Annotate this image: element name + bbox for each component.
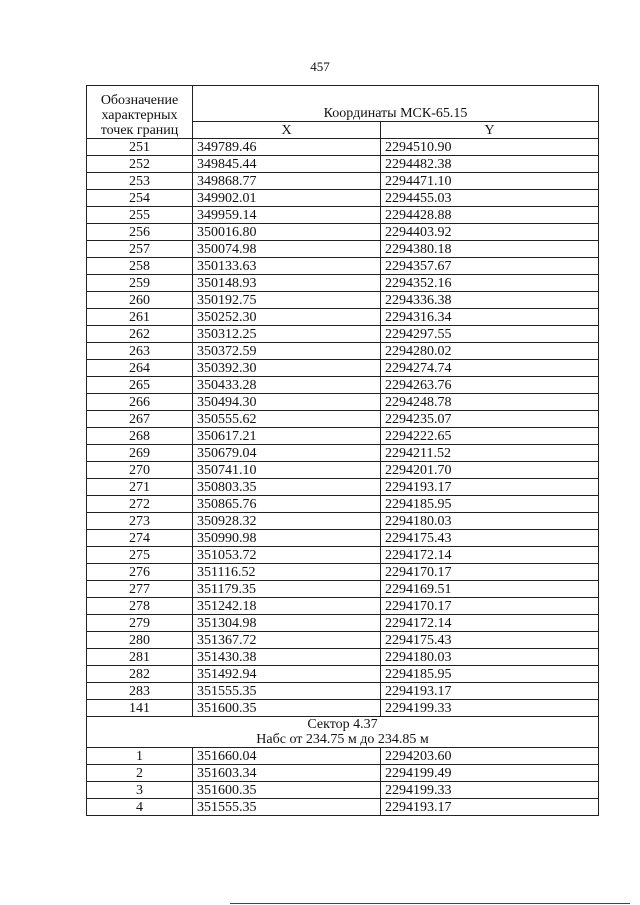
point-number: 262 (87, 326, 193, 343)
y-value: 2294199.33 (381, 700, 599, 717)
point-number: 266 (87, 394, 193, 411)
table-row (87, 479, 599, 496)
x-value: 350679.04 (193, 445, 381, 462)
table-row (87, 462, 599, 479)
sector-row (87, 748, 599, 765)
point-number: 257 (87, 241, 193, 258)
y-value: 2294175.43 (381, 632, 599, 649)
x-value: 351492.94 (193, 666, 381, 683)
x-value: 350016.80 (193, 224, 381, 241)
point-number: 254 (87, 190, 193, 207)
y-value: 2294180.03 (381, 513, 599, 530)
table-row (87, 564, 599, 581)
y-value: 2294169.51 (381, 581, 599, 598)
table-row (87, 581, 599, 598)
x-value: 350074.98 (193, 241, 381, 258)
point-number: 251 (87, 139, 193, 156)
y-value: 2294280.02 (381, 343, 599, 360)
x-value: 350372.59 (193, 343, 381, 360)
y-value: 2294199.33 (381, 782, 599, 799)
point-number: 258 (87, 258, 193, 275)
table-row (87, 496, 599, 513)
table-row (87, 343, 599, 360)
x-value: 350494.30 (193, 394, 381, 411)
y-value: 2294185.95 (381, 666, 599, 683)
x-value: 349868.77 (193, 173, 381, 190)
point-number: 260 (87, 292, 193, 309)
point-number: 4 (87, 799, 193, 816)
table-row (87, 360, 599, 377)
y-value: 2294193.17 (381, 683, 599, 700)
point-number: 279 (87, 615, 193, 632)
point-number: 263 (87, 343, 193, 360)
table-row (87, 649, 599, 666)
x-value: 351555.35 (193, 683, 381, 700)
table-row (87, 190, 599, 207)
x-value: 350148.93 (193, 275, 381, 292)
y-value: 2294336.38 (381, 292, 599, 309)
point-number: 270 (87, 462, 193, 479)
table-header-row (87, 86, 599, 122)
x-value: 350990.98 (193, 530, 381, 547)
y-value: 2294201.70 (381, 462, 599, 479)
y-value: 2294482.38 (381, 156, 599, 173)
point-number: 261 (87, 309, 193, 326)
table-row (87, 547, 599, 564)
table-row (87, 666, 599, 683)
table-row (87, 445, 599, 462)
y-value: 2294455.03 (381, 190, 599, 207)
x-value: 350928.32 (193, 513, 381, 530)
sector-subtitle: Набс от 234.75 м до 234.85 м (256, 732, 429, 747)
point-number: 271 (87, 479, 193, 496)
y-value: 2294211.52 (381, 445, 599, 462)
x-value: 350803.35 (193, 479, 381, 496)
x-value: 350192.75 (193, 292, 381, 309)
y-value: 2294510.90 (381, 139, 599, 156)
point-number: 276 (87, 564, 193, 581)
y-header: Y (381, 122, 599, 139)
point-number: 275 (87, 547, 193, 564)
x-value: 350555.62 (193, 411, 381, 428)
point-number: 256 (87, 224, 193, 241)
table-row (87, 394, 599, 411)
x-value: 351660.04 (193, 748, 381, 765)
point-number: 283 (87, 683, 193, 700)
y-value: 2294380.18 (381, 241, 599, 258)
y-value: 2294175.43 (381, 530, 599, 547)
x-value: 350133.63 (193, 258, 381, 275)
table-row (87, 700, 599, 717)
y-value: 2294180.03 (381, 649, 599, 666)
y-value: 2294203.60 (381, 748, 599, 765)
x-value: 349902.01 (193, 190, 381, 207)
y-value: 2294263.76 (381, 377, 599, 394)
x-value: 351600.35 (193, 700, 381, 717)
point-number: 272 (87, 496, 193, 513)
table-row (87, 275, 599, 292)
y-value: 2294172.14 (381, 547, 599, 564)
sector-row (87, 782, 599, 799)
x-value: 349845.44 (193, 156, 381, 173)
point-number: 253 (87, 173, 193, 190)
table-row (87, 632, 599, 649)
table-row (87, 241, 599, 258)
x-value: 351116.52 (193, 564, 381, 581)
y-value: 2294316.34 (381, 309, 599, 326)
point-number: 259 (87, 275, 193, 292)
point-number: 280 (87, 632, 193, 649)
coords-title-header: Координаты МСК-65.15 (193, 86, 599, 122)
table-row (87, 615, 599, 632)
y-value: 2294193.17 (381, 479, 599, 496)
table-row (87, 326, 599, 343)
x-value: 350312.25 (193, 326, 381, 343)
coordinates-table (86, 85, 599, 816)
y-value: 2294248.78 (381, 394, 599, 411)
page-number: 457 (310, 59, 330, 74)
table-row (87, 377, 599, 394)
y-value: 2294222.65 (381, 428, 599, 445)
sector-title: Сектор 4.37 (307, 717, 378, 732)
y-value: 2294357.67 (381, 258, 599, 275)
y-value: 2294471.10 (381, 173, 599, 190)
y-value: 2294193.17 (381, 799, 599, 816)
table-row (87, 207, 599, 224)
x-value: 351603.34 (193, 765, 381, 782)
table-row (87, 513, 599, 530)
table-row (87, 428, 599, 445)
y-value: 2294170.17 (381, 598, 599, 615)
sector-row (87, 765, 599, 782)
x-value: 349959.14 (193, 207, 381, 224)
point-label-header: Обозначение характерных точек границ (87, 86, 193, 139)
y-value: 2294185.95 (381, 496, 599, 513)
point-number: 141 (87, 700, 193, 717)
point-number: 273 (87, 513, 193, 530)
point-number: 269 (87, 445, 193, 462)
sector-header-row (87, 717, 599, 748)
x-value: 351179.35 (193, 581, 381, 598)
point-number: 3 (87, 782, 193, 799)
table-row (87, 530, 599, 547)
y-value: 2294199.49 (381, 765, 599, 782)
y-value: 2294274.74 (381, 360, 599, 377)
table-row (87, 156, 599, 173)
table-row (87, 411, 599, 428)
point-number: 267 (87, 411, 193, 428)
x-header: X (193, 122, 381, 139)
point-number: 282 (87, 666, 193, 683)
y-value: 2294297.55 (381, 326, 599, 343)
x-value: 351053.72 (193, 547, 381, 564)
table-row (87, 258, 599, 275)
bottom-rule (230, 903, 630, 904)
x-value: 351367.72 (193, 632, 381, 649)
x-value: 349789.46 (193, 139, 381, 156)
x-value: 351242.18 (193, 598, 381, 615)
x-value: 350392.30 (193, 360, 381, 377)
sector-row (87, 799, 599, 816)
y-value: 2294235.07 (381, 411, 599, 428)
x-value: 351304.98 (193, 615, 381, 632)
point-number: 281 (87, 649, 193, 666)
x-value: 350617.21 (193, 428, 381, 445)
table-row (87, 683, 599, 700)
x-value: 350252.30 (193, 309, 381, 326)
y-value: 2294403.92 (381, 224, 599, 241)
x-value: 350741.10 (193, 462, 381, 479)
table-row (87, 173, 599, 190)
y-value: 2294352.16 (381, 275, 599, 292)
point-number: 274 (87, 530, 193, 547)
y-value: 2294428.88 (381, 207, 599, 224)
point-number: 1 (87, 748, 193, 765)
y-value: 2294170.17 (381, 564, 599, 581)
sector-header (87, 717, 599, 748)
point-number: 264 (87, 360, 193, 377)
x-value: 351555.35 (193, 799, 381, 816)
point-number: 252 (87, 156, 193, 173)
y-value: 2294172.14 (381, 615, 599, 632)
x-value: 350433.28 (193, 377, 381, 394)
table-row (87, 598, 599, 615)
point-number: 278 (87, 598, 193, 615)
table-row (87, 224, 599, 241)
table-row (87, 309, 599, 326)
x-value: 351600.35 (193, 782, 381, 799)
table-row (87, 292, 599, 309)
point-number: 255 (87, 207, 193, 224)
x-value: 351430.38 (193, 649, 381, 666)
point-number: 277 (87, 581, 193, 598)
point-number: 265 (87, 377, 193, 394)
x-value: 350865.76 (193, 496, 381, 513)
table-row (87, 139, 599, 156)
point-number: 2 (87, 765, 193, 782)
point-number: 268 (87, 428, 193, 445)
